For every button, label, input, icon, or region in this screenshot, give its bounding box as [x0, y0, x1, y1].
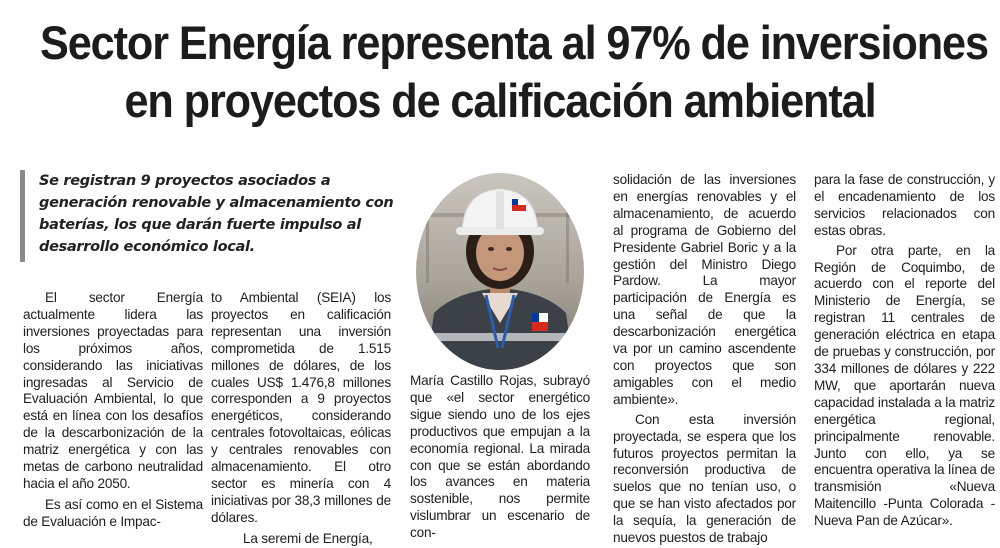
column-4-paragraph-2: Con esta inversión proyectada, se espera que los futuros proyectos permitan la reconversión productiva de suelos que no tenían uso, o que se han visto afectados por la sequía, la generación de nuevos puestos de trabajo: [613, 411, 796, 546]
column-5-paragraph-2: Por otra parte, en la Región de Coquimbo, de acuerdo con el reporte del Ministerio de Energía, se registran 11 centrales de generación eléctrica en etapa de pruebas y construcción, por 334 millones de dólares y 222 MW, que aportarán nueva capacidad instalada a la matriz energética regional, principalmente renovable. Junto con ello, ya se encuentra operativa la línea de transmisión «Nueva Maitencillo -Punta Colorada -Nueva Pan de Azúcar».: [814, 242, 995, 529]
column-1-paragraph-2: Es así como en el Sistema de Evaluación e Impac-: [23, 496, 203, 529]
text-column-3: [410, 373, 590, 542]
text-column-1: [23, 290, 203, 531]
portrait-photo: [416, 173, 584, 370]
headline-line-1: Sector Energía representa al 97% de inversiones: [40, 16, 988, 69]
column-2-paragraph-2: La seremi de Energía,: [243, 530, 373, 546]
portrait-image: [416, 173, 584, 370]
column-5-paragraph-1: para la fase de construcción, y el encadenamiento de los servicios relacionados con estas obras.: [814, 172, 995, 238]
column-3-paragraph-1: María Castillo Rojas, subrayó que «el sector energético sigue siendo uno de los ejes productivos que empujan a la economía regional. La mirada con que se están abordando los avances en materia sostenible, nos permite vislumbrar un escenario de con-: [410, 373, 590, 541]
lead-paragraph: [20, 170, 398, 262]
column-1-paragraph-1: El sector Energía actualmente lidera las inversiones proyectadas para los próximos años, considerando las iniciativas ingresadas al Servicio de Evaluación Ambiental, lo que está en línea con los desafíos de la descarbonización de la matriz energética y con las metas de carbono neutralidad hacia el año 2050.: [23, 290, 203, 491]
text-column-4: [613, 172, 796, 547]
column-4-paragraph-1: solidación de las inversiones en energías renovables y el almacenamiento, de acuerdo al programa de Gobierno del Presidente Gabriel Boric y a la gestión del Ministro Diego Pardow. La mayor participación de Energía es una señal de que la descarbonización energética va por un camino ascendente con proyectos que son amigables con el medio ambiente».: [613, 172, 796, 407]
text-column-5: [814, 172, 995, 530]
headline-line-2: en proyectos de calificación ambiental: [124, 74, 876, 127]
column-2-paragraph-1: to Ambiental (SEIA) los proyectos en calificación representan una inversión comprometida de 1.515 millones de dólares, de los cuales US$ 1.476,8 millones corresponden a 9 proyectos energéticos, considerando centrales fotovoltaicas, eólicas y centrales renovables con almacenamiento. El otro sector es minería con 4 iniciativas por 38,3 millones de dólares.: [211, 290, 391, 525]
lead-text: Se registran 9 proyectos asociados a generación renovable y almacenamiento con baterías, los que darán fuerte impulso al desarrollo económico local.: [39, 173, 394, 255]
article-headline: [40, 14, 988, 130]
text-column-2: [211, 290, 391, 548]
